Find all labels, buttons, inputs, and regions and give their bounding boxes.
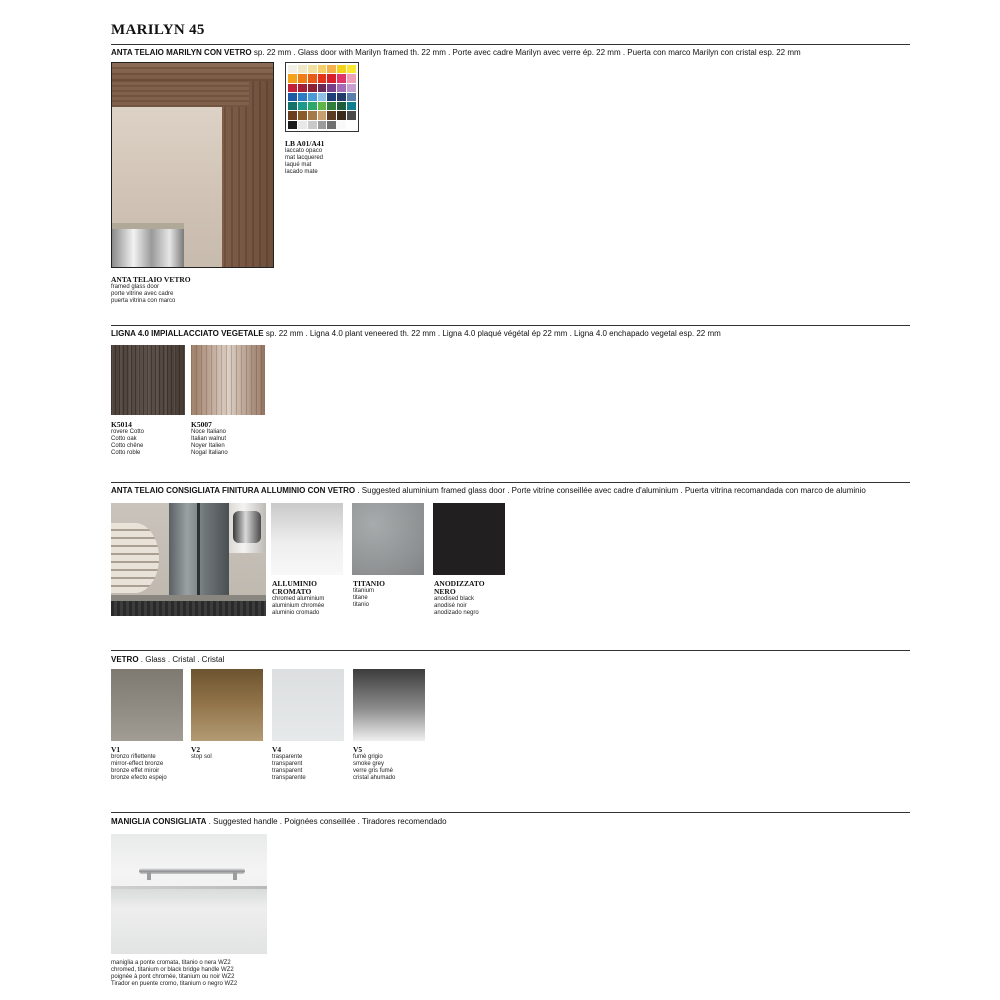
caption-line: Italian walnut [191, 436, 227, 442]
palette-swatch [288, 65, 297, 73]
caption-line: porte vitrine avec cadre [111, 291, 174, 297]
palette-swatch [337, 121, 346, 129]
k5007-caption [191, 421, 267, 457]
section-heading-bold: ANTA TELAIO MARILYN CON VETRO [111, 48, 252, 57]
palette-swatch [308, 93, 317, 101]
caption-line: rovere Cotto [111, 429, 145, 435]
palette-swatch [337, 93, 346, 101]
caption-line: maniglia a ponte cromata, titanio o nera WZ2 [111, 960, 231, 966]
door-caption [111, 276, 281, 305]
caption-line: transparent [272, 761, 303, 767]
caption-line: cristal ahumado [353, 775, 396, 781]
anodizzato-nero-caption [434, 580, 494, 617]
finish-code: TITANIO [353, 579, 385, 588]
palette-swatch [347, 111, 356, 119]
caption-line: mirror-effect bronze [111, 761, 164, 767]
palette-swatch [308, 111, 317, 119]
palette-swatch [318, 121, 327, 129]
caption-line: Nogal Italiano [191, 450, 228, 456]
palette-swatch [347, 121, 356, 129]
section-divider [111, 325, 910, 326]
palette-swatch [298, 65, 307, 73]
section-heading-ligna-veneer [111, 329, 721, 339]
caption-line: Cotto roble [111, 450, 141, 456]
swatch-k5014 [111, 345, 185, 415]
palette-swatch [327, 102, 336, 110]
palette-swatch [347, 84, 356, 92]
palette-swatch [347, 65, 356, 73]
framed-glass-door-image [111, 62, 274, 268]
palette-swatch [327, 84, 336, 92]
caption-line: transparente [272, 775, 306, 781]
swatch-v4 [272, 669, 344, 741]
caption-line: transparent [272, 768, 303, 774]
caption-line: aluminio cromado [272, 610, 320, 616]
caption-line: Noyer Italien [191, 443, 225, 449]
palette-swatch [327, 111, 336, 119]
palette-swatch [288, 102, 297, 110]
palette-swatch [337, 102, 346, 110]
caption-line: poignée à pont chromée, titanium ou noir WZ2 [111, 974, 235, 980]
section-heading-text: . Suggested aluminium framed glass door . Porte vitrine conseillée avec cadre d'aluminium . Puerta vitrina recomandada con marco de aluminio [355, 486, 866, 495]
caption-line: bronze efecto espejo [111, 775, 167, 781]
palette-swatch [298, 121, 307, 129]
v1-caption [111, 746, 189, 782]
caption-line: aluminium chromée [272, 603, 325, 609]
handle-image [111, 834, 267, 954]
palette-swatch [298, 74, 307, 82]
palette-swatch [318, 74, 327, 82]
swatch-k5007 [191, 345, 265, 415]
swatch-alluminio-cromato [271, 503, 343, 575]
caption-line: Cotto oak [111, 436, 137, 442]
section-heading-glass [111, 655, 224, 665]
caption-line: fumè grigio [353, 754, 383, 760]
caption-line: framed glass door [111, 284, 160, 290]
caption-line: stop sol [191, 754, 212, 760]
section-divider [111, 812, 910, 813]
finish-code: K5007 [191, 420, 212, 429]
caption-line: bronze effet miroir [111, 768, 160, 774]
swatch-titanio [352, 503, 424, 575]
caption-line: puerta vitrina con marco [111, 298, 176, 304]
swatch-v1 [111, 669, 183, 741]
caption-line: anodisé noir [434, 603, 467, 609]
aluminium-door-image [111, 503, 266, 616]
caption-line: Noce Italiano [191, 429, 227, 435]
section-heading-text: . Suggested handle . Poignées conseillée . Tiradores recomendado [206, 817, 447, 826]
finish-code: ANODIZZATO NERO [434, 579, 485, 596]
v2-caption [191, 746, 269, 761]
titanio-caption [353, 580, 431, 609]
caption-line: titanium [353, 588, 375, 594]
caption-line: trasparente [272, 754, 303, 760]
door-code: ANTA TELAIO VETRO [111, 275, 191, 284]
palette-swatch [288, 84, 297, 92]
section-heading-handle [111, 817, 447, 827]
section-heading-marilyn-glass-door [111, 48, 801, 58]
palette-swatch [327, 74, 336, 82]
palette-swatch [298, 93, 307, 101]
section-heading-text: sp. 22 mm . Glass door with Marilyn framed th. 22 mm . Porte avec cadre Marilyn avec verre ép. 22 mm . Puerta con marco Marilyn con cristal esp. 22 mm [251, 48, 801, 57]
caption-line: chromed aluminium [272, 596, 325, 602]
section-divider [111, 650, 910, 651]
palette-swatch [347, 102, 356, 110]
section-heading-aluminium-door [111, 486, 866, 496]
finish-code: V4 [272, 745, 282, 754]
finish-code: V1 [111, 745, 121, 754]
palette-swatch [318, 65, 327, 73]
caption-line: verre gris fumé [353, 768, 394, 774]
palette-swatch [337, 111, 346, 119]
caption-line: chromed, titanium or black bridge handle WZ2 [111, 967, 234, 973]
section-heading-bold: LIGNA 4.0 IMPIALLACCIATO VEGETALE [111, 329, 264, 338]
palette-swatch [298, 84, 307, 92]
palette-swatch [298, 102, 307, 110]
palette-swatch [327, 121, 336, 129]
palette-swatch [288, 121, 297, 129]
section-divider [111, 44, 910, 45]
handle-caption [111, 960, 311, 988]
palette-code: LB A01/A41 [285, 139, 325, 148]
caption-line: anodizado negro [434, 610, 479, 616]
palette-caption [285, 140, 385, 176]
section-heading-bold: VETRO [111, 655, 139, 664]
caption-line: bronzo riflettente [111, 754, 156, 760]
alluminio-cromato-caption [272, 580, 350, 617]
caption-line: smoke grey [353, 761, 385, 767]
palette-swatch [308, 84, 317, 92]
palette-swatch [308, 102, 317, 110]
palette-swatch [288, 93, 297, 101]
palette-swatch [337, 84, 346, 92]
finish-code: V5 [353, 745, 363, 754]
palette-swatch [347, 93, 356, 101]
palette-swatch [337, 74, 346, 82]
v5-caption [353, 746, 431, 782]
v4-caption [272, 746, 350, 782]
palette-swatch [308, 65, 317, 73]
finish-code: K5014 [111, 420, 132, 429]
swatch-v5 [353, 669, 425, 741]
caption-line: anodised black [434, 596, 475, 602]
palette-swatch [298, 111, 307, 119]
lacquer-color-palette [285, 62, 359, 132]
caption-line: titane [353, 595, 368, 601]
palette-swatch [318, 102, 327, 110]
palette-swatch [318, 93, 327, 101]
caption-line: Tirador en puente cromo, titanium o negro WZ2 [111, 981, 238, 987]
section-heading-bold: ANTA TELAIO CONSIGLIATA FINITURA ALLUMINIO CON VETRO [111, 486, 356, 495]
palette-swatch [337, 65, 346, 73]
finish-code: V2 [191, 745, 201, 754]
section-heading-text: sp. 22 mm . Ligna 4.0 plant veneered th. 22 mm . Ligna 4.0 plaqué végétal ép 22 mm . Ligna 4.0 enchapado vegetal esp. 22 mm [263, 329, 721, 338]
k5014-caption [111, 421, 187, 457]
palette-swatch [308, 74, 317, 82]
palette-swatch [308, 121, 317, 129]
palette-swatch [318, 111, 327, 119]
section-divider [111, 482, 910, 483]
palette-swatch [347, 74, 356, 82]
finish-code: ALLUMINIO CROMATO [272, 579, 318, 596]
palette-swatch [288, 74, 297, 82]
page-title: MARILYN 45 [111, 22, 205, 38]
caption-line: Cotto chêne [111, 443, 144, 449]
palette-swatch [327, 65, 336, 73]
swatch-anodizzato-nero [433, 503, 505, 575]
palette-swatch [318, 84, 327, 92]
section-heading-bold: MANIGLIA CONSIGLIATA [111, 817, 207, 826]
caption-line: laccato opaco [285, 148, 323, 154]
caption-line: laqué mat [285, 162, 312, 168]
caption-line: mat lacquered [285, 155, 324, 161]
swatch-v2 [191, 669, 263, 741]
palette-swatch [327, 93, 336, 101]
palette-swatch [288, 111, 297, 119]
caption-line: titanio [353, 602, 370, 608]
caption-line: lacado mate [285, 169, 318, 175]
section-heading-text: . Glass . Cristal . Cristal [138, 655, 225, 664]
